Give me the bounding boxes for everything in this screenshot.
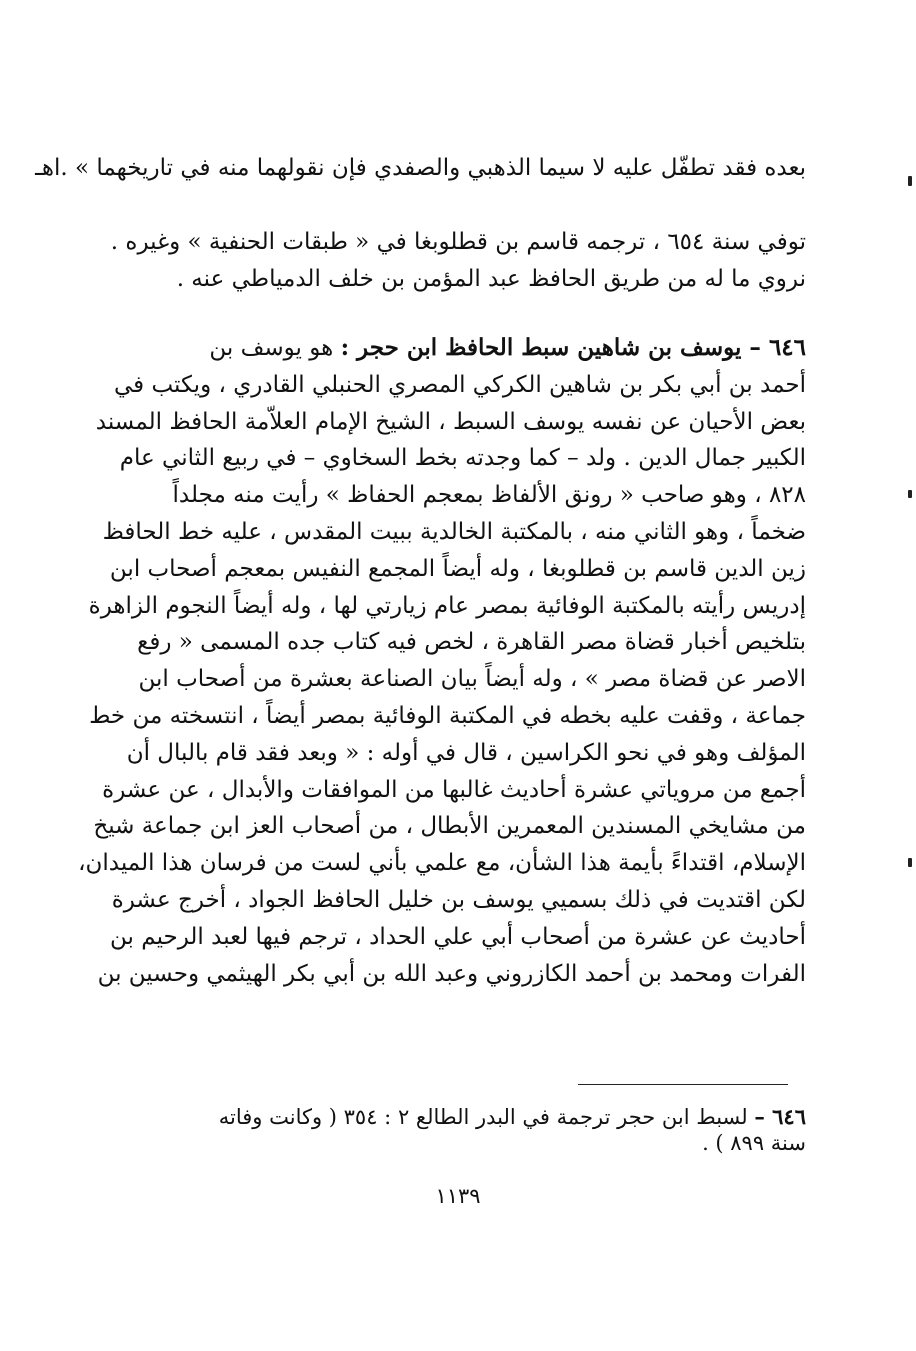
scan-edge-mark — [908, 858, 912, 867]
text-line: الاصر عن قضاة مصر » ، وله أيضاً بيان الصناعة بعشرة من أصحاب ابن — [138, 666, 806, 693]
footnote-divider — [578, 1084, 788, 1085]
paragraph-death-note — [110, 224, 806, 298]
footnote — [120, 1104, 806, 1156]
page-number: ١١٣٩ — [435, 1184, 481, 1208]
text-line: بعده فقد تطفّل عليه لا سيما الذهبي والصفدي فإن نقولهما منه في تاريخهما » .اهـ — [35, 155, 806, 181]
entry-heading: ٦٤٦ – يوسف بن شاهين سبط الحافظ ابن حجر : — [340, 334, 806, 361]
paragraph-continuation — [35, 150, 806, 187]
text-line: توفي سنة ٦٥٤ ، ترجمه قاسم بن قطلوبغا في « طبقات الحنفية » وغيره . — [110, 229, 806, 255]
footnote-line: سنة ٨٩٩ ) . — [702, 1131, 806, 1155]
scan-edge-mark — [908, 176, 912, 186]
text-line: الفرات ومحمد بن أحمد الكازروني وعبد الله بن أبي بكر الهيثمي وحسين بن — [97, 960, 806, 987]
text-line: المؤلف وهو في نحو الكراسين ، قال في أوله : « وبعد فقد قام بالبال أن — [126, 739, 806, 766]
text-line: أحاديث عن عشرة من أصحاب أبي علي الحداد ، ترجم فيها لعبد الرحيم بن — [110, 923, 806, 950]
biography-entry — [78, 330, 806, 992]
text-line: جماعة ، وقفت عليه بخطه في المكتبة الوفائية بمصر أيضاً ، انتسخته من خط — [89, 702, 806, 729]
text-line: الإسلام، اقتداءً بأيمة هذا الشأن، مع علمي بأني لست من فرسان هذا الميدان، — [78, 850, 806, 877]
text-line: بتلخيص أخبار قضاة مصر القاهرة ، لخص فيه كتاب جده المسمى « رفع — [137, 629, 806, 656]
scan-edge-mark — [908, 490, 912, 498]
text-line: لكن اقتديت في ذلك بسميي يوسف بن خليل الحافظ الجواد ، أخرج عشرة — [111, 886, 806, 913]
text-line: ٨٢٨ ، وهو صاحب « رونق الألفاظ بمعجم الحفاظ » رأيت منه مجلداً — [172, 482, 806, 509]
footnote-text: لسبط ابن حجر ترجمة في البدر الطالع ٢ : ٣٥٤ ( وكانت وفاته — [218, 1105, 755, 1129]
entry-first-line — [120, 330, 806, 367]
footnote-number: ٦٤٦ – — [754, 1104, 806, 1129]
text-line: من مشايخي المسندين المعمرين الأبطال ، من أصحاب العز ابن جماعة شيخ — [93, 813, 806, 840]
text-line: أحمد بن أبي بكر بن شاهين الكركي المصري الحنبلي القادري ، ويكتب في — [113, 371, 806, 398]
text-line: أجمع من مروياتي عشرة أحاديث غالبها من الموافقات والأبدال ، عن عشرة — [102, 776, 806, 803]
text-line: بعض الأحيان عن نفسه يوسف السبط ، الشيخ الإمام العلاّمة الحافظ المسند — [95, 408, 806, 435]
text-line: زين الدين قاسم بن قطلوبغا ، وله أيضاً المجمع النفيس بمعجم أصحاب ابن — [109, 555, 806, 582]
footnote-line — [120, 1104, 806, 1130]
entry-heading-rest: هو يوسف بن — [209, 335, 341, 361]
text-line: ضخماً ، وهو الثاني منه ، بالمكتبة الخالدية ببيت المقدس ، عليه خط الحافظ — [102, 518, 806, 545]
text-line: نروي ما له من طريق الحافظ عبد المؤمن بن خلف الدمياطي عنه . — [176, 265, 806, 292]
text-line: إدريس رأيته بالمكتبة الوفائية بمصر عام زيارتي لها ، وله أيضاً النجوم الزاهرة — [88, 592, 806, 619]
text-line: الكبير جمال الدين . ولد – كما وجدته بخط السخاوي – في ربيع الثاني عام — [119, 445, 806, 472]
